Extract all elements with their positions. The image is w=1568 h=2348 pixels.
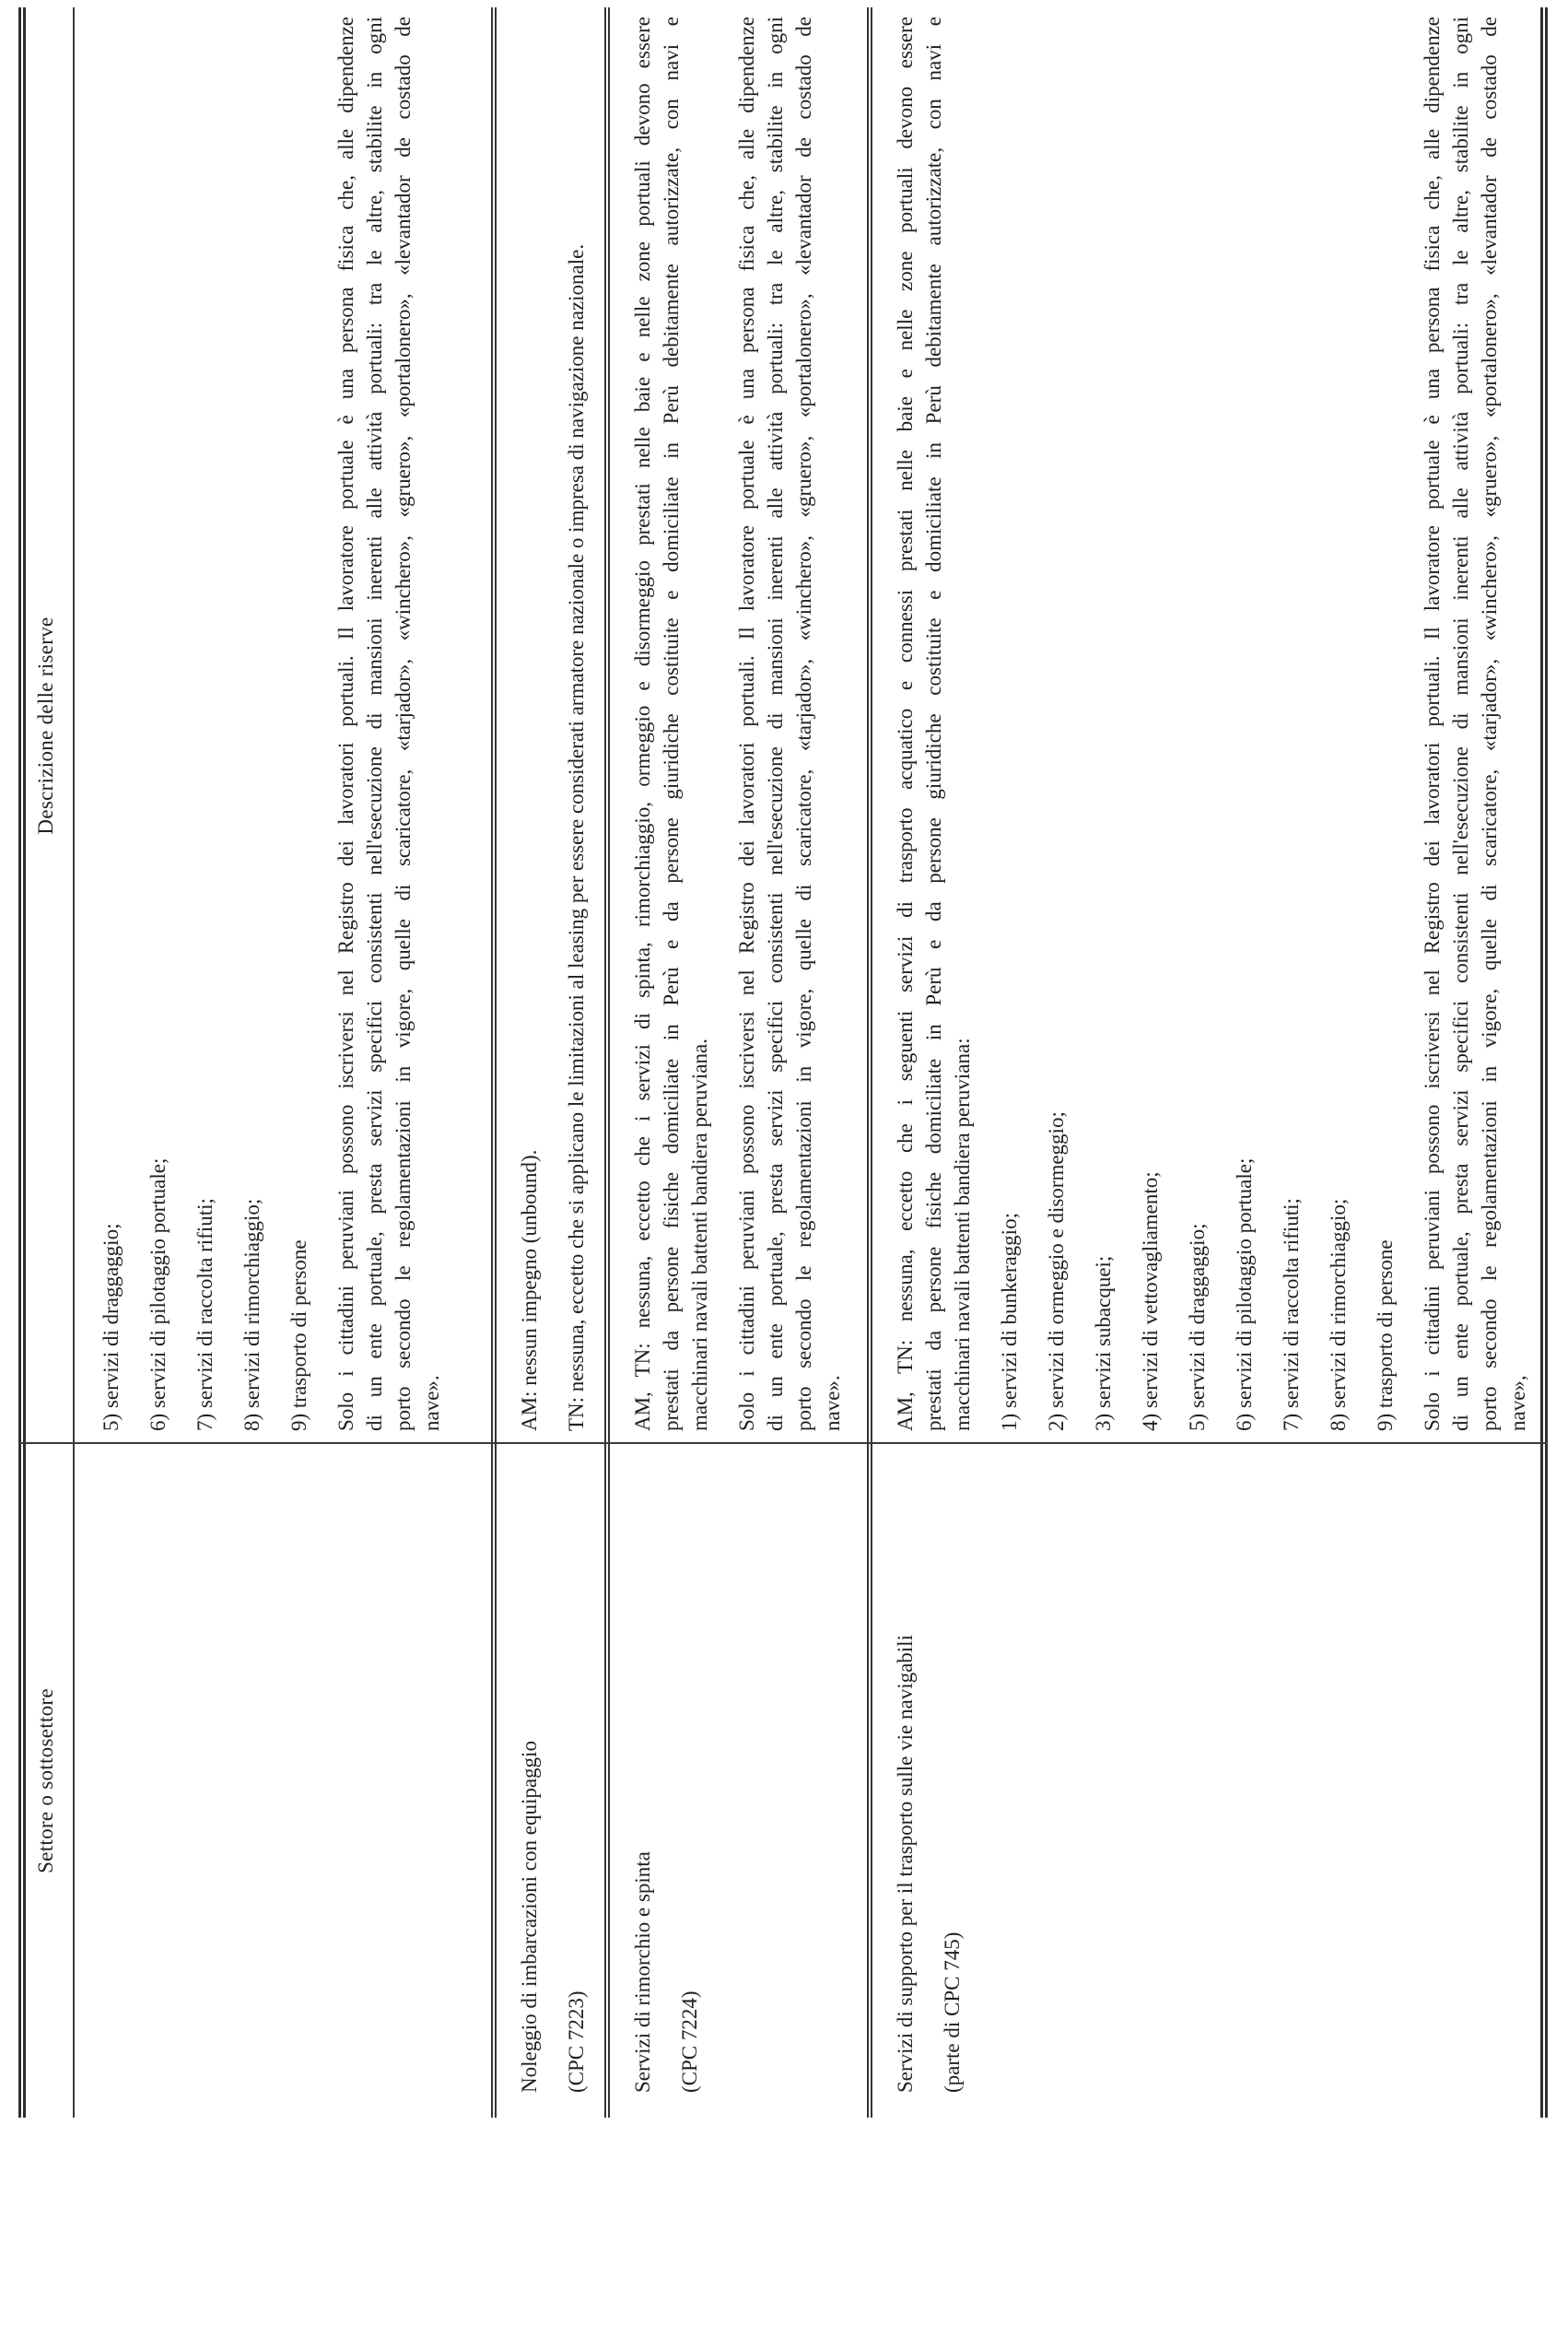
paragraph-line: prestati da persone fisiche domiciliate in Perù e da persone giuridiche costituite e domiciliate in Perù debitamente autorizzate, con navi e [660, 17, 683, 1431]
row-separator-rule-3 [867, 7, 872, 2118]
paragraph-line: di un ente portuale, presta servizi specifici consistenti nell'esecuzione di mansioni inerenti alle attività portuali: tra le altre, stabilite in ogni [764, 17, 787, 1431]
sector-cell [604, 1444, 867, 2118]
column-header-descrizione: Descrizione delle riserve [33, 616, 57, 835]
description-cell [604, 7, 867, 1444]
table-row [491, 7, 604, 2118]
landscape-table-wrapper [18, 7, 1548, 2118]
list-item: 6) servizi di pilotaggio portuale; [146, 1157, 170, 1431]
header-underline-rule [73, 7, 75, 2118]
sector-cell [73, 1444, 491, 2118]
table-rows [18, 7, 1548, 2118]
paragraph-line: AM, TN: nessuna, eccetto che i servizi di spinta, rimorchiaggio, ormeggio e disormeggio prestati nelle baie e nelle zone portuali devono essere [631, 17, 654, 1431]
column-divider-rule [18, 1442, 1548, 1444]
paragraph-line: Solo i cittadini peruviani possono iscriversi nel Registro dei lavoratori portuali. Il lavoratore portuale è una persona fisica che, alle dipendenze [334, 17, 357, 1431]
paragraph-line: porto secondo le regolamentazioni in vigore, quelle di scaricatore, «tarjador», «winchero», «gruero», «portalonero», «levantador de costado de [392, 17, 415, 1431]
paragraph-line: nave». [420, 1375, 443, 1431]
paragraph-line: porto secondo le regolamentazioni in vigore, quelle di scaricatore, «tarjador», «winchero», «gruero», «portalonero», «levantador de costado de [792, 17, 815, 1431]
row-separator-rule-1 [491, 7, 497, 2118]
paragraph-line: Solo i cittadini peruviani possono iscriversi nel Registro dei lavoratori portuali. Il lavoratore portuale è una persona fisica che, alle dipendenze [1421, 17, 1444, 1431]
paragraph-line: macchinari navali battenti bandiera peruviana: [951, 1038, 974, 1431]
sector-cell [491, 1444, 604, 2118]
paragraph-line: Solo i cittadini peruviani possono iscriversi nel Registro dei lavoratori portuali. Il lavoratore portuale è una persona fisica che, alle dipendenze [735, 17, 758, 1431]
paragraph-line: AM, TN: nessuna, eccetto che i seguenti servizi di trasporto acquatico e connessi prestati nelle baie e nelle zone portuali devono essere [894, 17, 917, 1431]
paragraph-line: AM: nessun impegno (unbound). [518, 1149, 541, 1431]
table-bottom-rule [1540, 7, 1548, 2118]
paragraph-line: nave», [1506, 1375, 1529, 1431]
list-item: 2) servizi di ormeggio e disormeggio; [1045, 1111, 1068, 1431]
list-item: 9) trasporto di persone [287, 1239, 310, 1431]
sector-label: Noleggio di imbarcazioni con equipaggio [518, 1741, 541, 2093]
reservations-table [18, 7, 1548, 2118]
list-item: 6) servizi di pilotaggio portuale; [1233, 1157, 1256, 1431]
column-header-settore: Settore o sottosettore [33, 1688, 57, 1873]
list-item: 4) servizi di vettovagliamento; [1139, 1171, 1162, 1431]
paragraph [628, 17, 714, 1431]
list-item: 8) servizi di rimorchiaggio; [240, 1198, 263, 1431]
list-item: 5) servizi di draggaggio; [99, 1223, 123, 1431]
paragraph-line: macchinari navali battenti bandiera peruviana. [688, 1039, 711, 1431]
row-separator-rule-2 [604, 7, 610, 2118]
paragraph [732, 17, 847, 1431]
paragraph [332, 17, 446, 1431]
list-item: 5) servizi di draggaggio; [1186, 1223, 1209, 1431]
paragraph-line: TN: nessuna, eccetto che si applicano le limitazioni al leasing per essere considerati armatore nazionale o impresa di navigazione nazionale. [565, 243, 588, 1431]
paragraph [515, 17, 544, 1431]
table-row [73, 7, 491, 2118]
table-row [604, 7, 867, 2118]
sector-label: (CPC 7223) [565, 1990, 588, 2093]
list-item: 7) servizi di raccolta rifiuti; [193, 1198, 216, 1431]
paragraph [891, 17, 977, 1431]
sector-label: (CPC 7224) [678, 1990, 701, 2093]
description-cell [73, 7, 491, 1444]
paragraph-line: nave». [821, 1375, 844, 1431]
paragraph [1418, 17, 1532, 1431]
table-top-rule [18, 7, 26, 2118]
sector-label: Servizi di rimorchio e spinta [631, 1851, 654, 2093]
sector-label: (parte di CPC 745) [941, 1931, 964, 2093]
list-item: 7) servizi di raccolta rifiuti; [1280, 1198, 1303, 1431]
description-cell [867, 7, 1548, 1444]
table-header-row [18, 7, 73, 2118]
list-item: 8) servizi di rimorchiaggio; [1327, 1198, 1350, 1431]
sector-label: Servizi di supporto per il trasporto sulle vie navigabili [894, 1635, 917, 2093]
paragraph [562, 17, 591, 1431]
sector-cell [867, 1444, 1548, 2118]
list-item: 1) servizi di bunkeraggio; [998, 1213, 1021, 1431]
list-item: 3) servizi subacquei; [1092, 1255, 1115, 1431]
paragraph-line: di un ente portuale, presta servizi specifici consistenti nell'esecuzione di mansioni inerenti alle attività portuali: tra le altre, stabilite in ogni [363, 17, 386, 1431]
paragraph-line: porto secondo le regolamentazioni in vigore, quelle di scaricatore, «tarjador», «winchero», «gruero», «portalonero», «levantador de costado de [1478, 17, 1501, 1431]
list-item: 9) trasporto di persone [1374, 1239, 1397, 1431]
paragraph-line: di un ente portuale, presta servizi specifici consistenti nell'esecuzione di mansioni inerenti alle attività portuali: tra le altre, stabilite in ogni [1449, 17, 1472, 1431]
description-cell [491, 7, 604, 1444]
table-row [867, 7, 1548, 2118]
paragraph-line: prestati da persone fisiche domiciliate in Perù e da persone giuridiche costituite e domiciliate in Perù debitamente autorizzate, con navi e [922, 17, 945, 1431]
